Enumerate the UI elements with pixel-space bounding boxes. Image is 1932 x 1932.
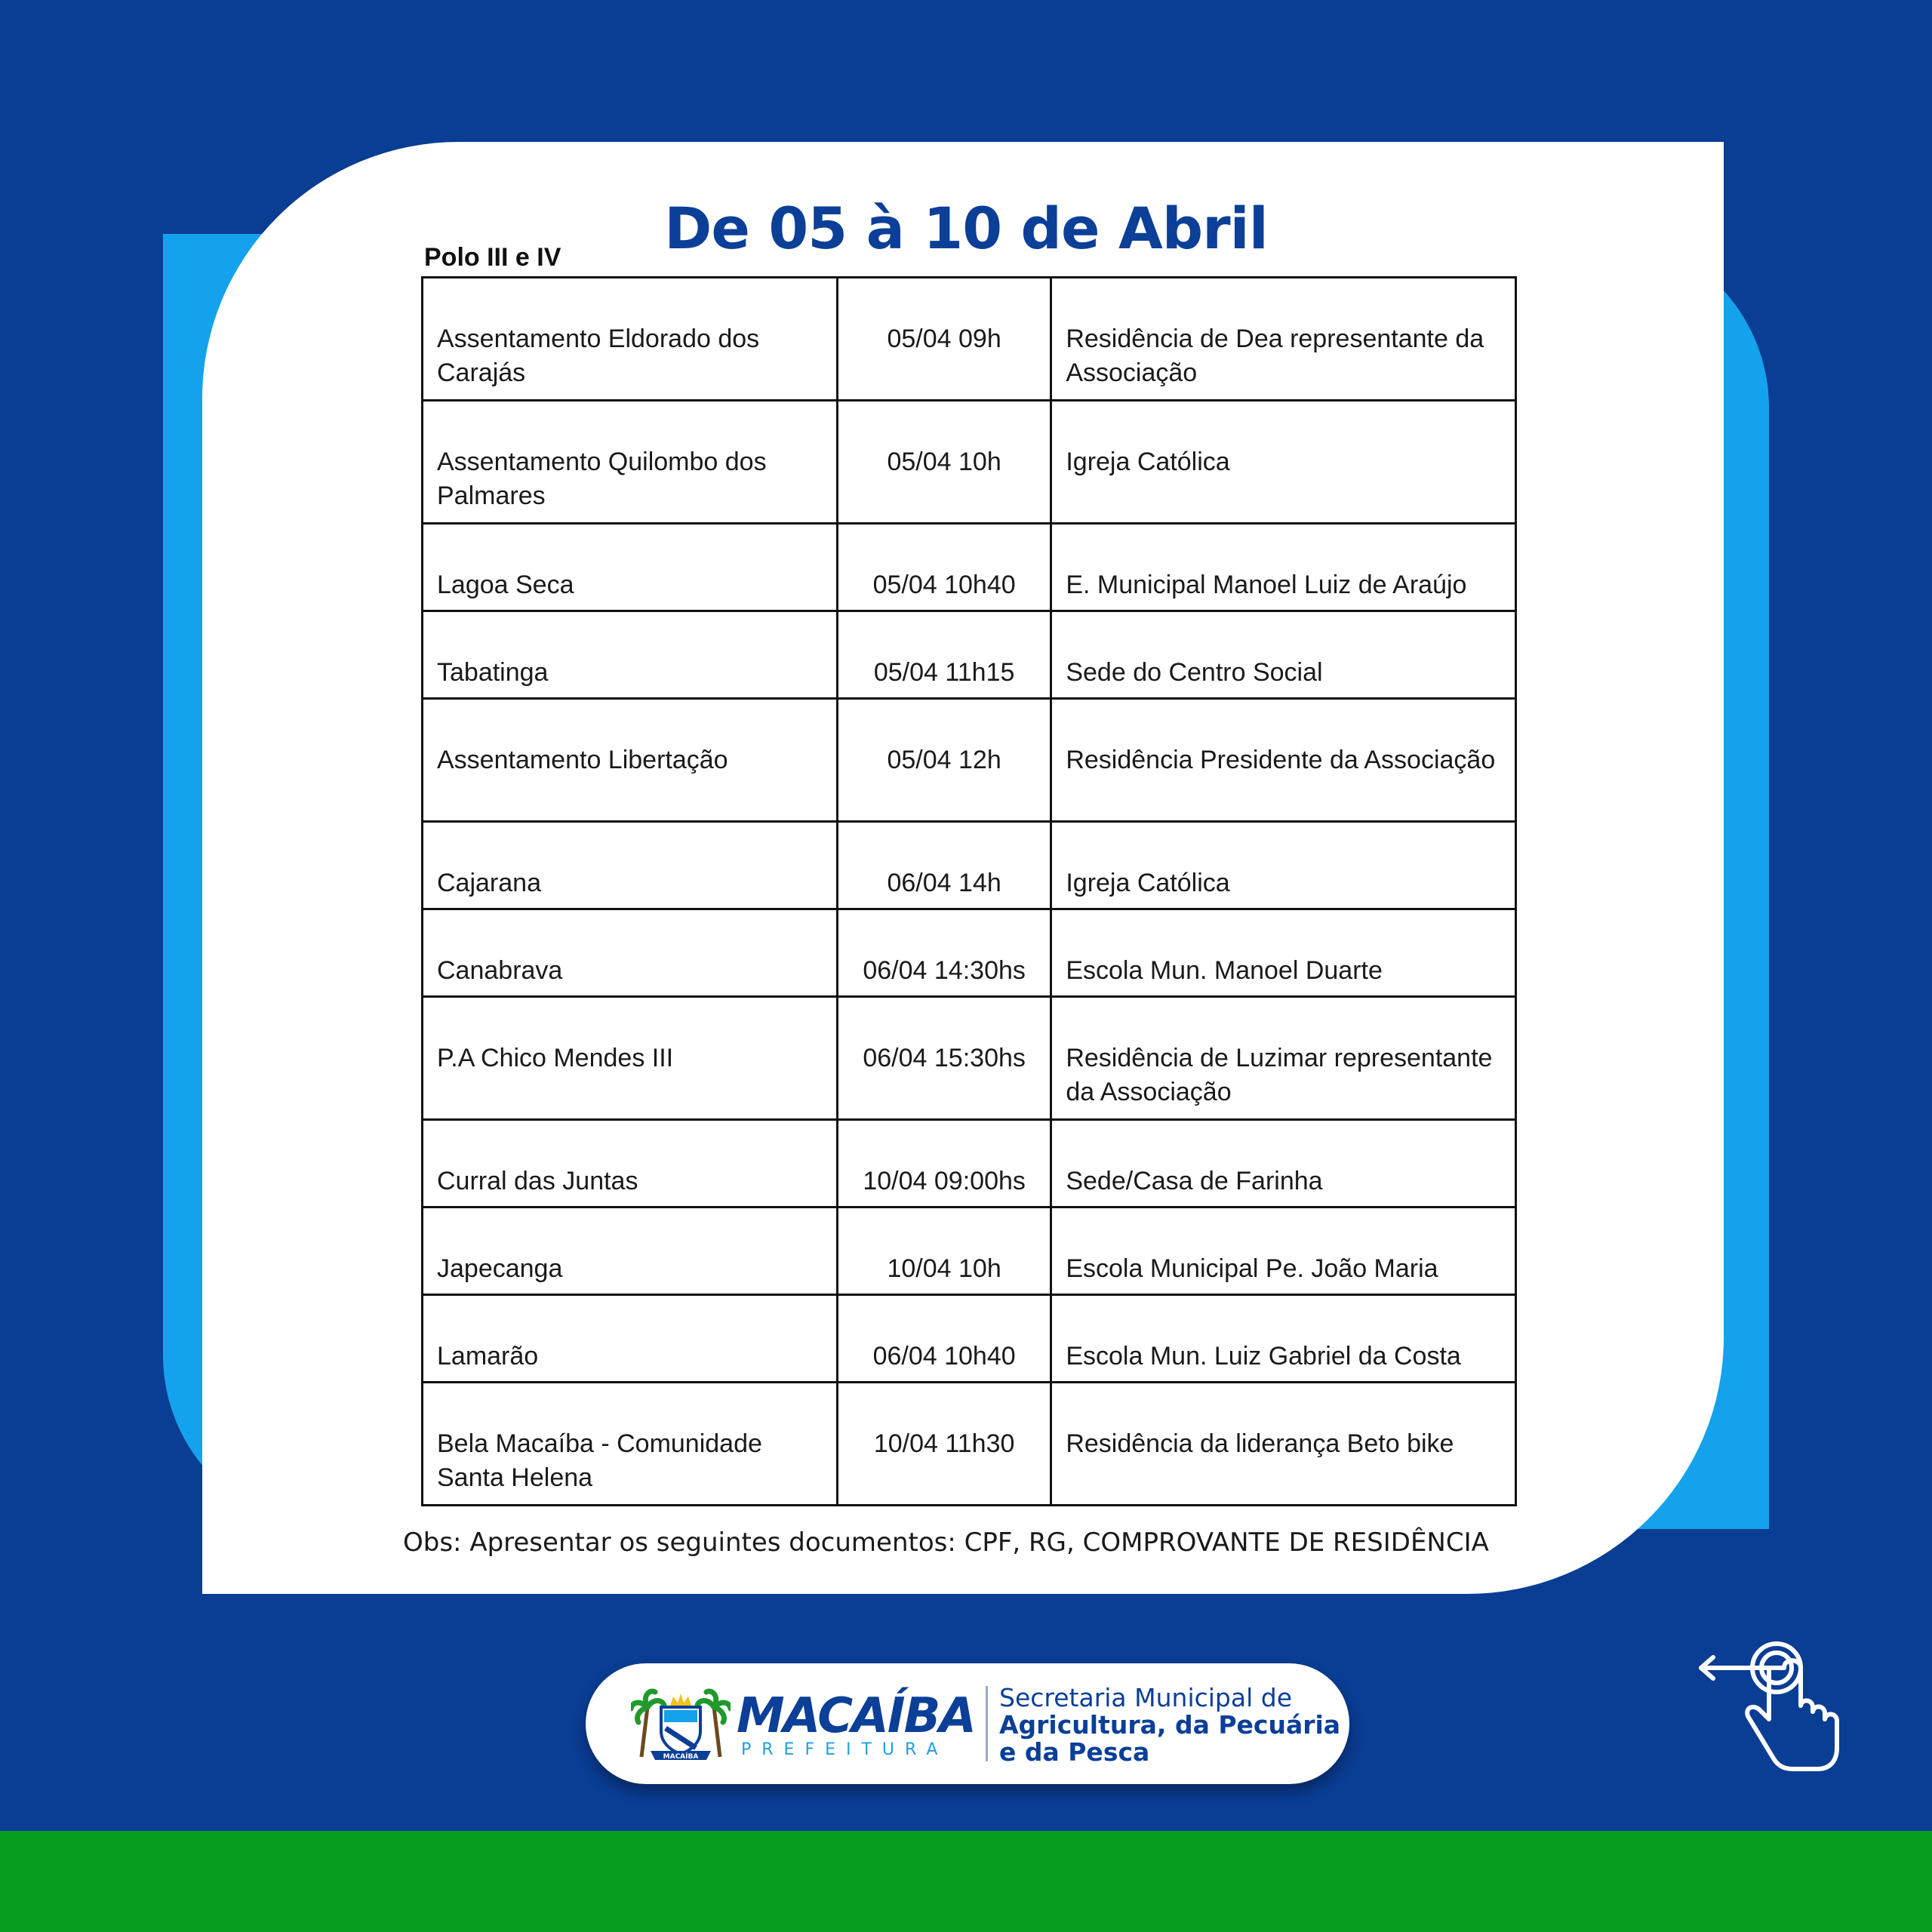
cell-local: Bela Macaíba - Comunidade Santa Helena [423, 1383, 838, 1506]
table-row [423, 401, 1516, 524]
cell-local: Canabrava [423, 909, 838, 997]
footer-divider [986, 1686, 988, 1761]
cell-data-hora: 05/04 09h [837, 278, 1051, 401]
cell-ponto: Igreja Católica [1051, 822, 1516, 909]
table-row [423, 278, 1516, 401]
cell-ponto: Igreja Católica [1051, 401, 1516, 524]
cell-data-hora: 06/04 10h40 [837, 1295, 1051, 1383]
cell-data-hora: 05/04 12h [837, 699, 1051, 822]
schedule-table [421, 276, 1517, 1506]
cell-local: Curral das Juntas [423, 1120, 838, 1208]
cell-data-hora: 05/04 10h [837, 401, 1051, 524]
cell-data-hora: 10/04 10h [837, 1208, 1051, 1295]
cell-ponto: Residência Presidente da Associação [1051, 699, 1516, 822]
polo-label: Polo III e IV [424, 243, 561, 272]
cell-data-hora: 10/04 09:00hs [837, 1120, 1051, 1208]
cell-local: Lagoa Seca [423, 524, 838, 611]
cell-local: P.A Chico Mendes III [423, 997, 838, 1120]
swipe-left-hand-icon[interactable] [1697, 1638, 1847, 1774]
table-row [423, 1208, 1516, 1295]
cell-data-hora: 06/04 14:30hs [837, 909, 1051, 997]
secretaria-name [999, 1684, 1340, 1766]
cell-ponto: Residência de Luzimar representante da Associação [1051, 997, 1516, 1120]
secretaria-line-3: e da Pesca [999, 1737, 1150, 1767]
macaiba-coat-of-arms-icon [631, 1684, 731, 1763]
brand-name: MACAÍBA [737, 1688, 975, 1744]
table-row [423, 997, 1516, 1120]
footer-logo-pill [586, 1663, 1349, 1784]
cell-local: Assentamento Quilombo dos Palmares [423, 401, 838, 524]
table-row [423, 1120, 1516, 1208]
cell-local: Assentamento Libertação [423, 699, 838, 822]
cell-ponto: Residência da liderança Beto bike [1051, 1383, 1516, 1506]
table-row [423, 909, 1516, 997]
cell-ponto: Sede do Centro Social [1051, 611, 1516, 699]
table-row [423, 699, 1516, 822]
cell-ponto: E. Municipal Manoel Luiz de Araújo [1051, 524, 1516, 611]
obs-note: Obs: Apresentar os seguintes documentos: CPF, RG, COMPROVANTE DE RESIDÊNCIA [403, 1527, 1489, 1558]
cell-ponto: Sede/Casa de Farinha [1051, 1120, 1516, 1208]
brand-subtitle: PREFEITURA [741, 1740, 949, 1759]
cell-data-hora: 05/04 11h15 [837, 611, 1051, 699]
table-row [423, 1295, 1516, 1383]
cell-local: Assentamento Eldorado dos Carajás [423, 278, 838, 401]
emblem-text: MACAÍBA [663, 1753, 699, 1761]
cell-local: Lamarão [423, 1295, 838, 1383]
cell-ponto: Escola Municipal Pe. João Maria [1051, 1208, 1516, 1295]
table-row [423, 1383, 1516, 1506]
table-row [423, 611, 1516, 699]
cell-data-hora: 10/04 11h30 [837, 1383, 1051, 1506]
secretaria-line-2: Agricultura, da Pecuária [999, 1710, 1341, 1740]
cell-local: Japecanga [423, 1208, 838, 1295]
cell-local: Tabatinga [423, 611, 838, 699]
secretaria-line-1: Secretaria Municipal de [999, 1683, 1293, 1712]
table-row [423, 822, 1516, 909]
footer-green-strip [0, 1831, 1932, 1932]
cell-ponto: Escola Mun. Luiz Gabriel da Costa [1051, 1295, 1516, 1383]
cell-data-hora: 06/04 14h [837, 822, 1051, 909]
cell-data-hora: 05/04 10h40 [837, 524, 1051, 611]
page-title: De 05 à 10 de Abril [664, 195, 1268, 262]
table-row [423, 524, 1516, 611]
cell-local: Cajarana [423, 822, 838, 909]
cell-ponto: Escola Mun. Manoel Duarte [1051, 909, 1516, 997]
cell-ponto: Residência de Dea representante da Associação [1051, 278, 1516, 401]
cell-data-hora: 06/04 15:30hs [837, 997, 1051, 1120]
